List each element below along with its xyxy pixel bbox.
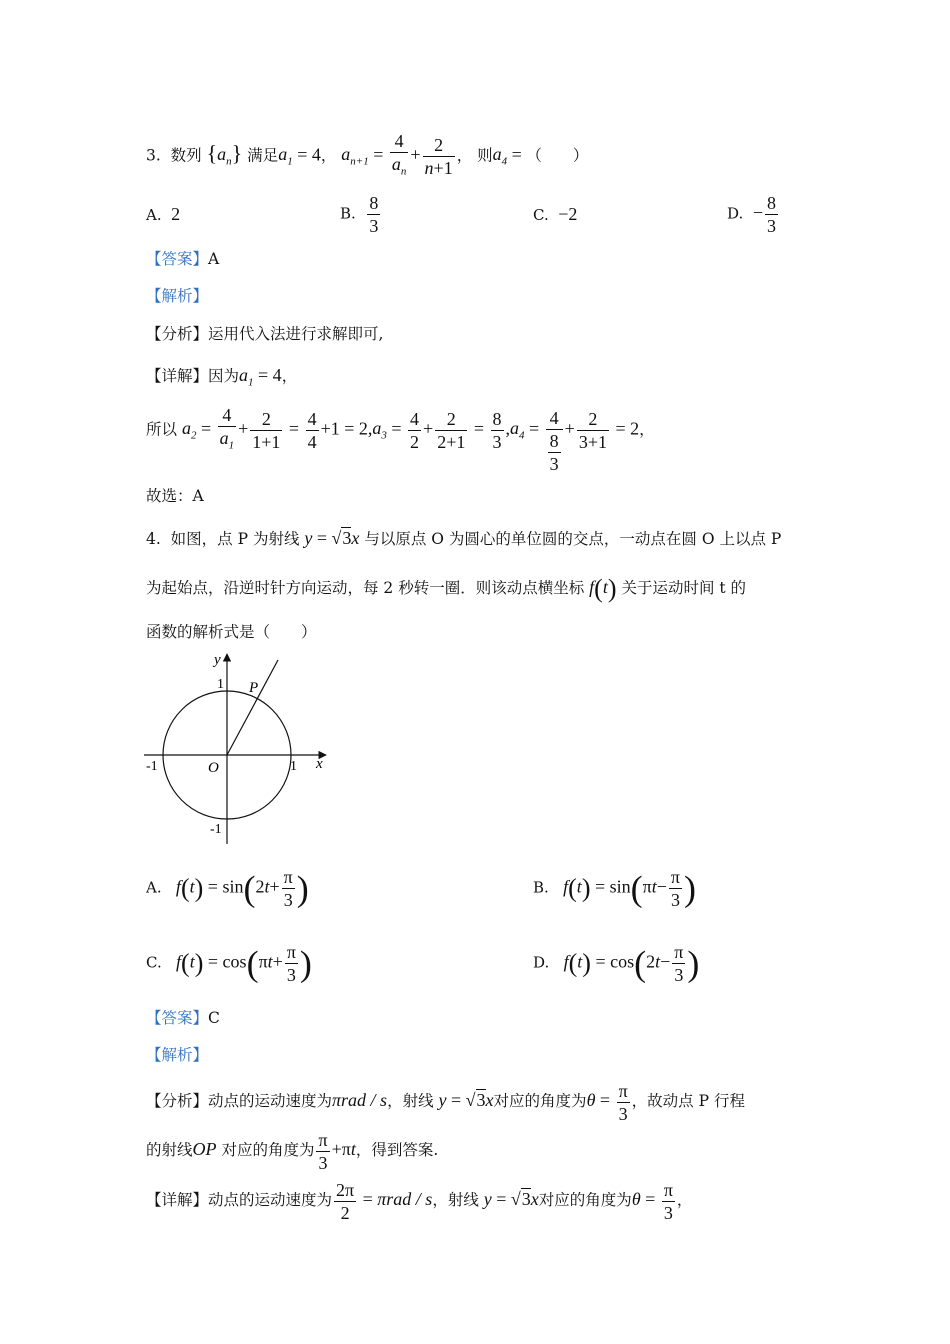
q3-calc-a4: $a_4$ xyxy=(510,418,525,442)
q3-calc-frac1: $\frac{4}{a_1}$ xyxy=(218,404,237,457)
q3-number: 3. xyxy=(146,146,161,165)
q4-option-a-label: A. xyxy=(146,878,162,897)
q3-analysis xyxy=(146,323,383,345)
q3-initial-value: = 4 xyxy=(292,144,321,165)
q3-frac-4-over-an: $\frac{4}{a_n}$ xyxy=(390,130,409,183)
q4-analysis-tag: 【分析】 xyxy=(146,1092,209,1110)
q3-stem-text-5: 则 xyxy=(477,146,493,165)
q3-stem-text-2: 满足 xyxy=(247,146,279,165)
q3-frac-2-over-n1: $\frac{2}{n+1}$ xyxy=(424,134,453,178)
q3-stem-text-6: （ ） xyxy=(526,146,589,165)
q3-calc-frac7: $\frac{4}{\frac{8}{3}}$ xyxy=(546,407,563,475)
q3-calc-frac6: $\frac{8}{3}$ xyxy=(492,408,502,452)
q3-calc-frac5: $\frac{2}{2+1}$ xyxy=(437,408,466,452)
q3-computation: 所以 $a_2$ = $\frac{4}{a_1}$ + $\frac{2}{1+1}$ = $\frac{4}{4}$ $+1 = 2,a_3$ = $\frac{4}{2}$ + $\frac{2}{2+1}$ = $\frac{8}{3}$ $,a_4$ = $\frac{4}{\frac{8}{3}}$ + $\frac{2}{3+1}$ = 2， xyxy=(146,405,655,474)
q3-option-c[interactable] xyxy=(533,204,577,225)
q3-calc-frac8: $\frac{2}{3+1}$ xyxy=(578,408,607,452)
x-axis-label: x xyxy=(316,756,323,772)
q3-calc-frac4: $\frac{4}{2}$ xyxy=(410,408,420,452)
q3-calc-plus1: + xyxy=(238,418,249,439)
q3-plus: + xyxy=(410,144,421,165)
q3-analysis-text: 运用代入法进行求解即可, xyxy=(208,325,384,343)
q4-ft-paren-close: ) xyxy=(607,574,617,603)
origin-label: O xyxy=(208,760,219,776)
q4-stem-text-1: 如图，点 P 为射线 xyxy=(170,530,300,548)
q4-option-c[interactable]: C. f(t) = cos(πt+ $\frac{\pi}{3}$ ) xyxy=(146,942,312,985)
q3-initial-term: $a_1$ xyxy=(278,144,293,168)
q3-option-c-value: −2 xyxy=(558,204,578,224)
q3-calc-eq5: = xyxy=(524,418,544,439)
q3-calc-frac3: $\frac{4}{4}$ xyxy=(307,408,317,452)
tick-1-right: 1 xyxy=(290,759,297,774)
q3-stem-text-1: 数列 xyxy=(170,146,202,165)
q3-calc-a3: $a_3$ xyxy=(372,418,387,442)
y-axis-label: y xyxy=(214,652,221,668)
q4-analysis-line2: 的射线OP 对应的角度为 $\frac{\pi}{3}$ +πt，得到答案. xyxy=(146,1129,439,1173)
q3-calc-frac2: $\frac{2}{1+1}$ xyxy=(252,408,281,452)
q3-sequence: { xyxy=(206,140,218,166)
q3-suoyi: 所以 xyxy=(146,420,178,439)
q4-analysis-text-6: 对应的角度为 xyxy=(221,1141,315,1159)
q3-detail-a1-value: = 4 xyxy=(253,365,282,385)
tick-1-top: 1 xyxy=(217,677,224,692)
q3-jiexi: 【解析】 xyxy=(146,287,209,305)
q3-stem xyxy=(146,130,588,183)
q4-analysis-text-1: 动点的运动速度为 xyxy=(208,1092,333,1110)
q3-analysis-tag: 【分析】 xyxy=(146,325,209,343)
q3-calc-a2: $a_2$ xyxy=(181,418,197,442)
q4-stem-line2 xyxy=(146,574,747,603)
q3-calc-comma: , xyxy=(505,418,511,439)
q4-ft: f xyxy=(589,577,595,597)
q4-ray-eq-sign: = √3 xyxy=(312,528,352,548)
q3-option-a[interactable] xyxy=(146,204,180,225)
q3-answer-tag: 【答案】 xyxy=(146,250,209,268)
q4-stem-line1 xyxy=(146,527,781,550)
q3-option-c-label: C. xyxy=(533,206,549,224)
q3-option-d[interactable] xyxy=(727,192,780,237)
q3-option-a-label: A. xyxy=(146,206,162,224)
unit-circle-figure xyxy=(140,648,340,848)
q3-option-b-frac: $\frac{8}{3}$ xyxy=(369,193,379,236)
q3-conclusion: 故选：A xyxy=(146,487,204,505)
q3-answer xyxy=(146,248,219,270)
q4-option-b[interactable]: B. f(t) = sin(πt− $\frac{\pi}{3}$ ) xyxy=(533,867,697,910)
q4-option-a[interactable]: A. f(t) = sin(2t+ $\frac{\pi}{3}$ ) xyxy=(146,867,309,910)
q3-option-d-label: D. xyxy=(727,204,744,223)
q3-target: $a_4$ xyxy=(492,144,508,168)
q4-detail-text-4: ， xyxy=(676,1191,693,1209)
q4-option-d-label: D. xyxy=(533,953,550,972)
q4-analysis-line1: 【分析】动点的运动速度为πrad / s，射线 y = √3x对应的角度为θ = $\frac{\pi}{3}$ ，故动点 P 行程 xyxy=(146,1080,745,1124)
q3-calc-eq4: = xyxy=(469,418,489,439)
q3-stem-text-4: ， xyxy=(456,146,473,165)
tick-neg1-left: -1 xyxy=(146,759,158,774)
q3-detail: 【详解】因为$a_1 = 4$， xyxy=(146,365,298,389)
q3-detail-tag: 【详解】 xyxy=(146,367,209,385)
q4-analysis-text-4: ，故动点 P 行程 xyxy=(631,1092,745,1110)
q4-ft-paren: ( xyxy=(594,574,603,603)
q3-calc-plus2: + xyxy=(423,418,434,439)
q3-calc-result2: = 2 xyxy=(610,418,640,439)
q4-number: 4. xyxy=(146,530,161,548)
q4-detail: 【详解】动点的运动速度为 $\frac{2\pi}{2}$ = πrad / s，射线 y = √3x对应的角度为θ = $\frac{\pi}{3}$ ， xyxy=(146,1179,693,1223)
q3-stem-text-3: ， xyxy=(320,146,337,165)
q4-answer xyxy=(146,1007,220,1029)
q3-option-b-label: B. xyxy=(340,204,356,223)
q4-analysis-text-5: 的射线 xyxy=(146,1141,193,1159)
q3-option-d-frac: $\frac{8}{3}$ xyxy=(766,193,776,236)
q4-option-b-label: B. xyxy=(533,878,549,897)
tick-neg1-bottom: -1 xyxy=(210,822,222,837)
q3-answer-value: A xyxy=(208,250,220,268)
q3-calc-result1: +1 = 2, xyxy=(320,418,373,439)
q4-detail-text-2: ，射线 xyxy=(432,1191,479,1209)
q3-option-a-value: 2 xyxy=(171,204,181,224)
q4-detail-tag: 【详解】 xyxy=(146,1191,209,1209)
q3-sequence-close: } xyxy=(231,140,243,166)
q3-option-b[interactable] xyxy=(340,192,382,237)
q3-eq-sign-2: = xyxy=(507,144,527,165)
q3-recurrence-lhs: $a_{n+1}$ xyxy=(341,144,369,168)
q3-calc-plus3: + xyxy=(564,418,575,439)
q4-detail-text-3: 对应的角度为 xyxy=(538,1191,632,1209)
q4-option-d[interactable]: D. f(t) = cos(2t− $\frac{\pi}{3}$ ) xyxy=(533,942,700,985)
q4-analysis-text-7: ，得到答案. xyxy=(355,1141,439,1159)
q4-jiexi: 【解析】 xyxy=(146,1046,209,1064)
q4-answer-tag: 【答案】 xyxy=(146,1009,209,1027)
q4-ray-eq: y xyxy=(304,528,313,548)
q4-analysis-text-3: 对应的角度为 xyxy=(493,1092,587,1110)
q4-stem-line3: 函数的解析式是（ ） xyxy=(146,623,317,641)
q3-sequence-term: $a_n$ xyxy=(217,144,232,168)
q3-option-d-minus: − xyxy=(752,202,763,223)
q3-eq-sign: = xyxy=(368,144,388,165)
q4-stem-text-3: 为起始点，沿逆时针方向运动，每 2 秒转一圈．则该动点横坐标 xyxy=(146,579,585,597)
q4-stem-text-4: 关于运动时间 t 的 xyxy=(621,579,747,597)
q4-ray-x: x xyxy=(351,528,360,548)
q4-analysis-text-2: ，射线 xyxy=(387,1092,434,1110)
q4-ft-t: t xyxy=(602,577,608,597)
q4-stem-text-2: 与以原点 O 为圆心的单位圆的交点，一动点在圆 O 上以点 P xyxy=(364,530,782,548)
q3-detail-text: 因为 xyxy=(208,367,240,385)
q4-answer-value: C xyxy=(208,1009,220,1027)
q3-detail-a1: $a_1$ xyxy=(239,365,254,389)
point-p-label: P xyxy=(249,680,259,696)
q3-calc-eq1: = xyxy=(196,418,216,439)
q3-calc-eq2: = xyxy=(284,418,304,439)
q4-option-c-label: C. xyxy=(146,953,162,972)
q3-calc-eq3: = xyxy=(386,418,407,439)
q4-detail-text-1: 动点的运动速度为 xyxy=(208,1191,333,1209)
